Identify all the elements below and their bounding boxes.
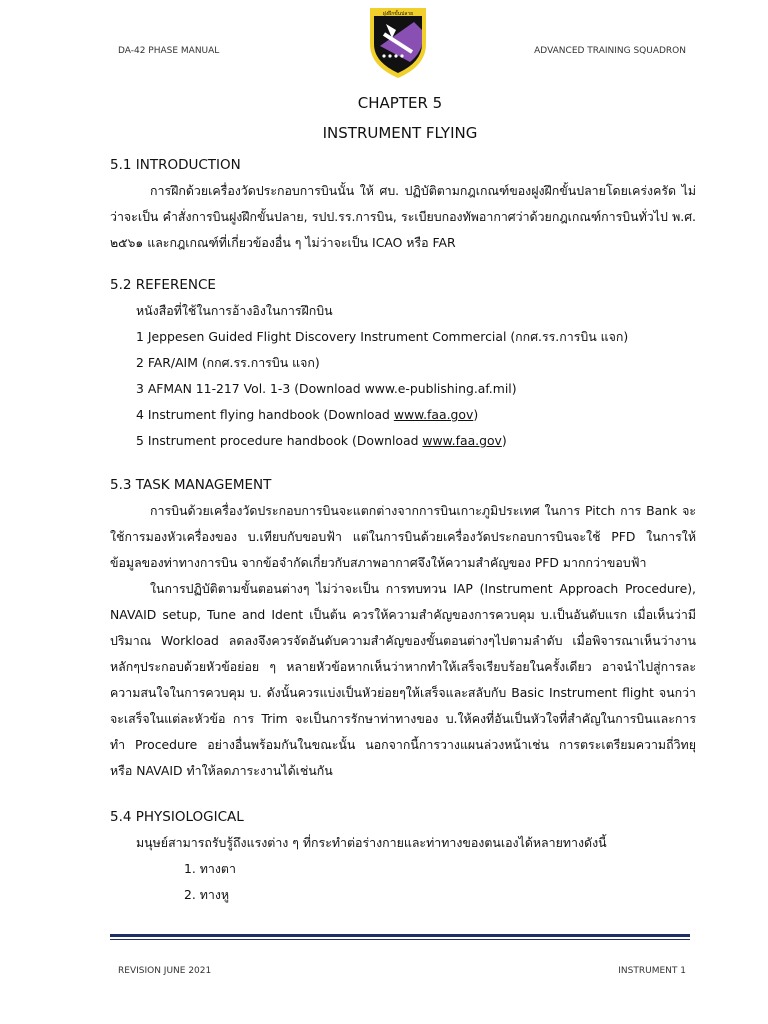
task-paragraph-2: ในการปฏิบัติตามขั้นตอนต่างๆ ไม่ว่าจะเป็น การทบทวน IAP (Instrument Approach Procedure), NAVAID setup, Tune and Ident เป็นต้น ควรให้ความสำคัญของการควบคุม บ.เป็นอันดับแรก เมื่อเห็นว่ามีปริมาณ Workload ลดลงจึงควรจัดอันดับความสำคัญของขั้นตอนต่างๆไปตามลำดับ เมื่อพิจารณาเห็นว่างานหลักๆประกอบด้วยหัวข้อย่อย ๆ หลายหัวข้อหากเห็นว่าหากทำให้เสร็จเรียบร้อยในครั้งเดียว อาจนำไปสู่การละความสนใจในการควบคุม บ. ดังนั้นควรแบ่งเป็นหัวย่อยๆให้เสร็จและสลับกับ Basic Instrument flight จนกว่าจะเสร็จในแต่ละหัวข้อ การ Trim จะเป็นการรักษาท่าทางของ บ.ให้คงที่อันเป็นหัวใจที่สำคัญในการบินและการทำ Procedure อย่างอื่นพร้อมกันในขณะนั้น นอกจากนี้การวางแผนล่วงหน้าเช่น การตระเตรียมความถี่วิทยุ หรือ NAVAID ทำให้ลดภาระงานได้เช่นกัน [110, 581, 696, 778]
section-heading-task-management: 5.3 TASK MANAGEMENT [110, 477, 272, 493]
document-body [110, 152, 696, 908]
physio-list-item: 2. ทางหู [184, 887, 230, 902]
footer-revision: REVISION JUNE 2021 [118, 966, 212, 976]
reference-item [110, 428, 696, 454]
footer-page-label: INSTRUMENT 1 [618, 966, 686, 976]
reference-item: 2 FAR/AIM (กกศ.รร.การบิน แจก) [136, 355, 320, 370]
header-right-text: ADVANCED TRAINING SQUADRON [534, 46, 686, 56]
physio-intro: มนุษย์สามารถรับรู้ถึงแรงต่าง ๆ ที่กระทำต่อร่างกายและท่าทางของตนเองได้หลายทางดังนี้ [136, 835, 607, 850]
footer-rule-thick [110, 934, 690, 937]
section-heading-introduction: 5.1 INTRODUCTION [110, 157, 241, 173]
footer-rule-thin [110, 939, 690, 940]
section-heading-physiological: 5.4 PHYSIOLOGICAL [110, 809, 244, 825]
chapter-title: INSTRUMENT FLYING [322, 124, 478, 142]
reference-item: 1 Jeppesen Guided Flight Discovery Instrument Commercial (กกศ.รร.การบิน แจก) [136, 329, 629, 344]
squadron-crest-logo [366, 4, 430, 80]
reference-item-text: 4 Instrument flying handbook (Download [136, 407, 394, 422]
reference-item: 3 AFMAN 11-217 Vol. 1-3 (Download www.e-publishing.af.mil) [136, 381, 517, 396]
reference-item [110, 402, 696, 428]
faa-link[interactable]: www.faa.gov [422, 433, 502, 448]
reference-item-text: 5 Instrument procedure handbook (Download [136, 433, 423, 448]
faa-link[interactable]: www.faa.gov [393, 407, 474, 422]
chapter-number: CHAPTER 5 [357, 94, 443, 112]
task-paragraph-1: การบินด้วยเครื่องวัดประกอบการบินจะแตกต่างจากการบินเกาะภูมิประเทศ ในการ Pitch การ Bank จะใช้การมองหัวเครื่องของ บ.เทียบกับขอบฟ้า แต่ในการบินด้วยเครื่องวัดประกอบการบินจะใช้ PFD ในการให้ข้อมูลของท่าทางการบิน จากข้อจำกัดเกี่ยวกับสภาพอากาศจึงให้ความสำคัญของ PFD มากกว่าขอบฟ้า [110, 503, 696, 570]
header-left-text: DA-42 PHASE MANUAL [118, 46, 220, 56]
intro-paragraph: การฝึกด้วยเครื่องวัดประกอบการบินนั้น ให้ ศบ. ปฏิบัติตามกฎเกณฑ์ของฝูงฝึกขั้นปลายโดยเคร่งครัด ไม่ว่าจะเป็น คำสั่งการบินฝูงฝึกขั้นปลาย, รปป.รร.การบิน, ระเบียบกองทัพอากาศว่าด้วยกฎเกณฑ์การบินทั่วไป พ.ศ. ๒๕๖๑ และกฎเกณฑ์ที่เกี่ยวข้องอื่น ๆ ไม่ว่าจะเป็น ICAO หรือ FAR [110, 183, 696, 250]
close-paren: ) [473, 407, 479, 422]
section-heading-reference: 5.2 REFERENCE [110, 277, 216, 293]
reference-intro: หนังสือที่ใช้ในการอ้างอิงในการฝึกบิน [136, 303, 333, 318]
physio-list-item: 1. ทางตา [184, 861, 236, 876]
svg-text:ฝูงฝึกขั้นปลาย: ฝูงฝึกขั้นปลาย [382, 11, 414, 17]
close-paren: ) [501, 433, 507, 448]
